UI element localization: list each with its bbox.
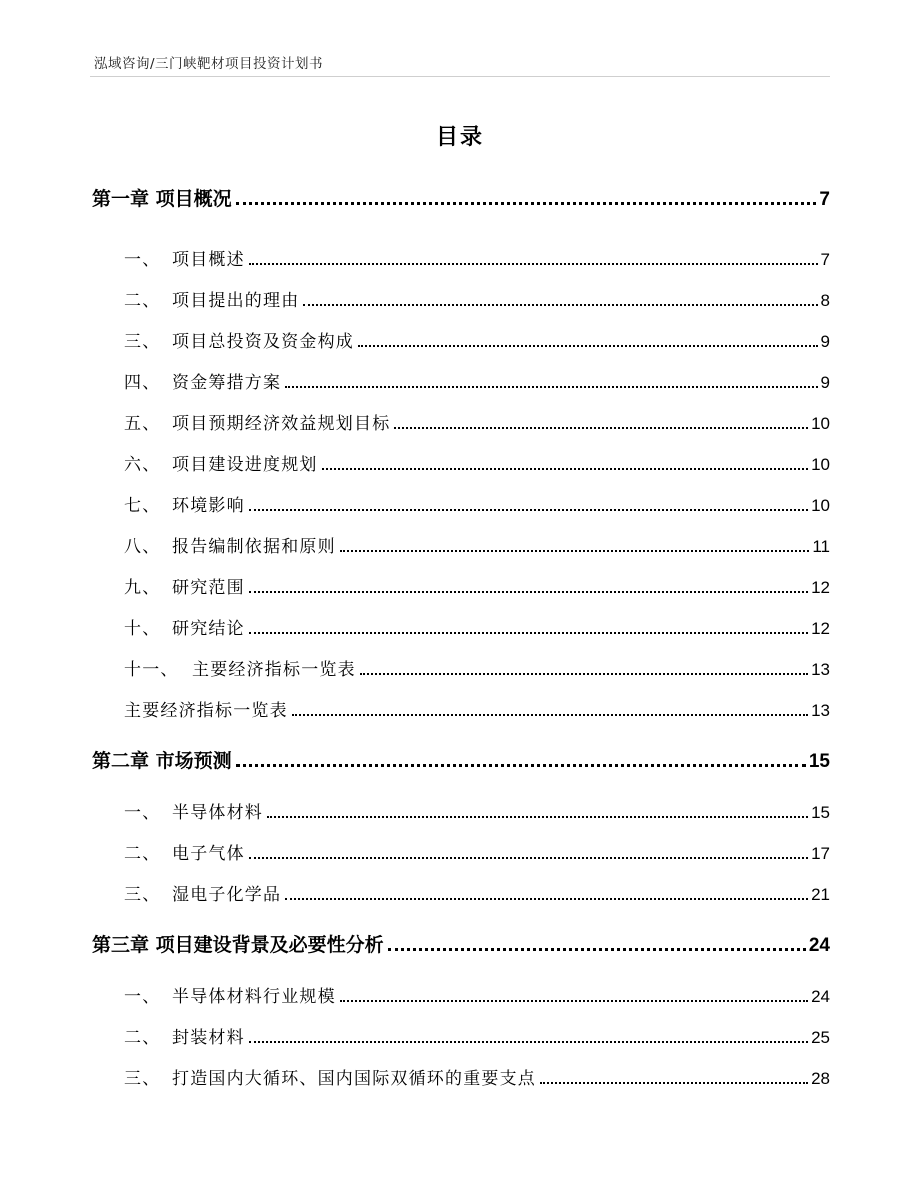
toc-page-number: 13	[811, 660, 830, 679]
toc-page-number: 24	[811, 987, 830, 1006]
toc-page-number: 24	[808, 935, 830, 956]
toc-section[interactable]	[124, 696, 830, 721]
toc-section-number: 一、	[124, 987, 161, 1007]
dot-leader	[303, 304, 817, 306]
toc-section-label: 半导体材料行业规模	[172, 987, 336, 1007]
toc-page-number: 17	[811, 844, 830, 863]
toc-section-label: 电子气体	[172, 844, 245, 864]
toc-page-number: 10	[811, 414, 830, 433]
toc-section[interactable]	[124, 1023, 830, 1048]
toc-section-label: 半导体材料	[172, 803, 263, 823]
toc-chapter-label: 第一章 项目概况	[92, 188, 232, 210]
toc-section-number: 八、	[124, 537, 161, 557]
toc-section-label: 项目概述	[172, 250, 245, 270]
toc-chapter-3[interactable]	[92, 930, 830, 957]
toc-section-number: 九、	[124, 578, 161, 598]
toc-section-label: 资金筹措方案	[172, 373, 282, 393]
toc-section-number: 四、	[124, 373, 161, 393]
toc-section[interactable]	[124, 491, 830, 516]
toc-section-number: 一、	[124, 250, 161, 270]
toc-section[interactable]	[124, 1064, 830, 1089]
dot-leader	[285, 386, 817, 388]
toc-section-label: 打造国内大循环、国内国际双循环的重要支点	[172, 1069, 536, 1089]
dot-leader	[249, 509, 808, 511]
toc-section[interactable]	[124, 368, 830, 393]
toc-section-number: 二、	[124, 844, 161, 864]
dot-leader	[249, 591, 808, 593]
toc-section-label: 封装材料	[172, 1028, 245, 1048]
dot-leader	[540, 1082, 808, 1084]
dot-leader	[394, 427, 808, 429]
toc-section[interactable]	[124, 880, 830, 905]
toc-page-number: 7	[819, 189, 830, 210]
toc-section-label: 湿电子化学品	[172, 885, 282, 905]
toc-section[interactable]	[124, 798, 830, 823]
toc-section-number: 三、	[124, 885, 161, 905]
toc-section[interactable]	[124, 655, 830, 680]
toc-page-number: 7	[820, 250, 830, 269]
toc-title: 目录	[435, 125, 484, 150]
toc-page-number: 10	[811, 496, 830, 515]
toc-section-number: 六、	[124, 455, 161, 475]
toc-page-number: 9	[820, 332, 830, 351]
toc-section-label: 研究结论	[172, 619, 245, 639]
toc-section[interactable]	[124, 839, 830, 864]
toc-section[interactable]	[124, 245, 830, 270]
toc-section[interactable]	[124, 532, 830, 557]
dot-leader	[340, 1000, 808, 1002]
toc-section-number: 十、	[124, 619, 161, 639]
toc-section[interactable]	[124, 982, 830, 1007]
running-header: 泓域咨询/三门峡靶材项目投资计划书	[94, 56, 324, 72]
dot-leader	[360, 673, 808, 675]
toc-section-label: 项目预期经济效益规划目标	[172, 414, 391, 434]
dot-leader	[249, 632, 808, 634]
toc-section-label: 环境影响	[172, 496, 245, 516]
toc-section-label: 主要经济指标一览表	[192, 660, 356, 680]
dot-leader	[322, 468, 808, 470]
dot-leader	[340, 550, 810, 552]
toc-page-number: 21	[811, 885, 830, 904]
toc-page-number: 11	[812, 537, 830, 556]
toc-page-number: 12	[811, 578, 830, 597]
toc-section-number: 七、	[124, 496, 161, 516]
toc-section[interactable]	[124, 573, 830, 598]
dot-leader	[267, 816, 808, 818]
toc-section-number: 一、	[124, 803, 161, 823]
dot-leader	[388, 948, 806, 951]
dot-leader	[292, 714, 808, 716]
toc-page-number: 25	[811, 1028, 830, 1047]
dot-leader	[249, 1041, 808, 1043]
toc-section-number: 二、	[124, 291, 161, 311]
toc-section[interactable]	[124, 450, 830, 475]
toc-chapter-1[interactable]	[92, 184, 830, 211]
toc-section-label: 主要经济指标一览表	[124, 701, 288, 721]
toc-section-label: 项目提出的理由	[172, 291, 300, 311]
toc-page-number: 8	[820, 291, 830, 310]
toc-section-number: 三、	[124, 332, 161, 352]
toc-page-number: 10	[811, 455, 830, 474]
toc-chapter-2[interactable]	[92, 746, 830, 773]
toc-section-label: 研究范围	[172, 578, 245, 598]
toc-section-number: 五、	[124, 414, 161, 434]
toc-page-number: 12	[811, 619, 830, 638]
toc-section-label: 项目建设进度规划	[172, 455, 318, 475]
toc-section-label: 项目总投资及资金构成	[172, 332, 354, 352]
toc-section-number: 十一、	[124, 660, 179, 680]
toc-section[interactable]	[124, 409, 830, 434]
toc-section[interactable]	[124, 327, 830, 352]
dot-leader	[249, 857, 808, 859]
toc-section-label: 报告编制依据和原则	[172, 537, 336, 557]
header-rule	[90, 76, 830, 77]
toc-section-number: 二、	[124, 1028, 161, 1048]
toc-chapter-label: 第二章 市场预测	[92, 750, 232, 772]
toc-page-number: 13	[811, 701, 830, 720]
toc-section[interactable]	[124, 286, 830, 311]
dot-leader	[236, 764, 806, 767]
toc-section-number: 三、	[124, 1069, 161, 1089]
dot-leader	[249, 263, 818, 265]
dot-leader	[236, 202, 817, 205]
toc-page-number: 28	[811, 1069, 830, 1088]
toc-chapter-label: 第三章 项目建设背景及必要性分析	[92, 934, 384, 956]
toc-section[interactable]	[124, 614, 830, 639]
toc-page-number: 9	[820, 373, 830, 392]
toc-page-number: 15	[811, 803, 830, 822]
dot-leader	[358, 345, 818, 347]
toc-page-number: 15	[808, 751, 830, 772]
dot-leader	[285, 898, 808, 900]
